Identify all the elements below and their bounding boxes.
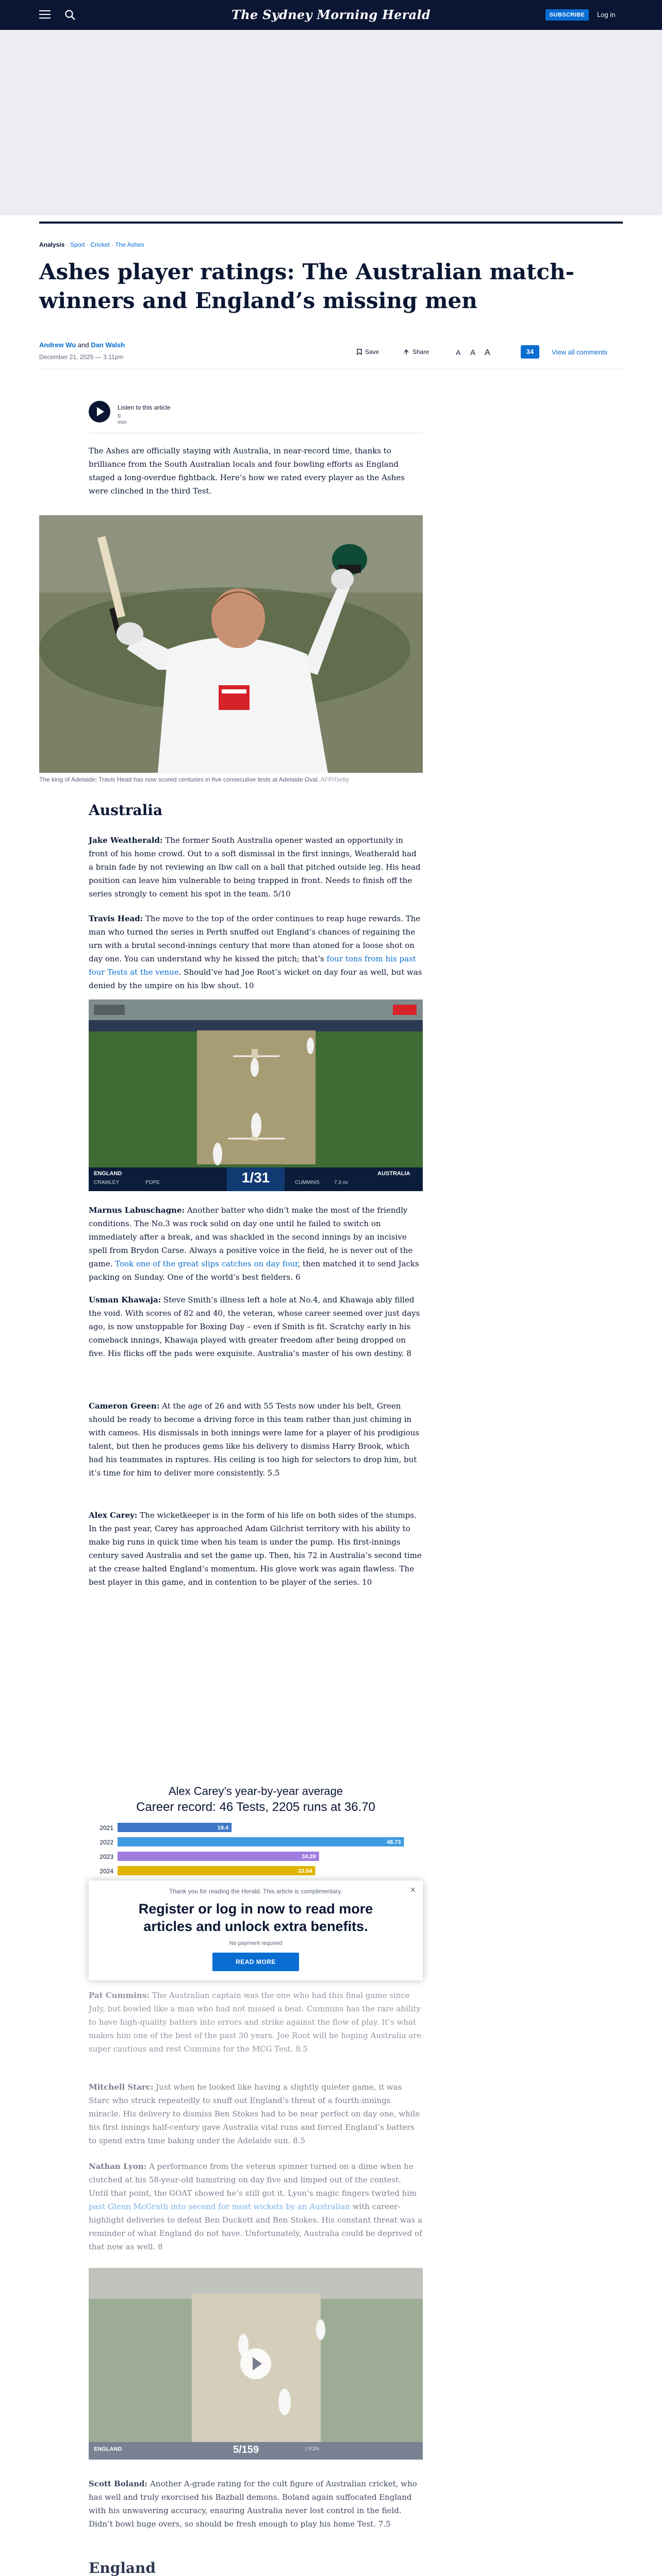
video-frame <box>89 999 423 1191</box>
top-navigation-bar <box>0 0 662 30</box>
player-rating-head <box>89 912 423 992</box>
save-label: Save <box>365 348 379 355</box>
scorebug-team2: AUSTRALIA <box>377 1171 410 1177</box>
section-heading-australia: Australia <box>89 802 163 819</box>
rating-text: Another batter who didn’t make the most of the friendly conditions. The No.3 was rock solid on day one until he failed to switch on immediately after a break, and was shackled in the second innings by an incisive spell from Brydon Carse. Always a positive voice in the field, he is never out of the game. <box>89 1206 413 1268</box>
register-paywall-card <box>89 1880 423 1980</box>
rating-text: , then matched it to send Jacks packing on Sunday. One of the world’s best fielders. 6 <box>89 1259 419 1282</box>
scorebug-team1: ENGLAND <box>94 1171 122 1177</box>
chart-category-label: 2022 <box>100 1839 113 1846</box>
rating-text: At the age of 26 and with 55 Tests now under his belt, Green should be ready to become a driving force in this team rather than just chiming in with cameos. His dismissals in both innings were lame for a player of his prodigious talent, but then he produces gems like his delivery to dismiss Harry Brook, which had his teammates in raptures. His ceiling is too high for selectors to drop him, but it’s time for him to deliver more consistently. 5.5 <box>89 1401 420 1478</box>
publish-date: December 21, 2025 — 3.11pm <box>39 353 124 361</box>
player-rating-weatherald <box>89 834 423 901</box>
share-icon <box>403 349 409 355</box>
paywall-pitch: Register or log in now to read more articles and unlock extra benefits. <box>138 1901 373 1934</box>
advertisement-slot <box>0 30 662 215</box>
share-label: Share <box>412 348 429 355</box>
hero-photo <box>39 515 423 773</box>
inline-link-head-tons[interactable]: four tons from his past four Tests at the venue <box>89 954 416 977</box>
share-button[interactable] <box>403 348 429 355</box>
breadcrumb-separator: · <box>109 241 115 248</box>
player-rating-khawaja <box>89 1293 423 1360</box>
player-name: Nathan Lyon: <box>89 2162 147 2171</box>
player-name: Usman Khawaja: <box>89 1295 161 1304</box>
inline-link-lyon-record[interactable]: past Glenn McGrath into second for most wickets by an Australian <box>89 2202 350 2211</box>
hero-caption-text: The king of Adelaide: Travis Head has now scored centuries in five consecutive tests at Adelaide Oval. <box>39 776 319 783</box>
chart-value-label: 48.73 <box>386 1839 401 1845</box>
paywall-note: No payment required <box>229 1940 283 1946</box>
breadcrumb <box>39 241 144 248</box>
login-link[interactable]: Log in <box>597 11 616 19</box>
chart-bar <box>118 1852 319 1861</box>
rating-text: The former South Australia opener wasted an opportunity in front of his home crowd. Out to a soft dismissal in the first innings, Weatherald had a brain fade by not reviewing an lbw call on a ball that pitched outside leg. His head position can leave him vulnerable to being trapped in front. Needs to finish off the series strongly to cement his spot in the team. 5/10 <box>89 836 421 899</box>
player-name: Alex Carey: <box>89 1511 138 1520</box>
audio-label: Listen to this article <box>118 404 171 411</box>
scorebug-score: 5/159 <box>233 2444 259 2455</box>
player-name: Mitchell Starc: <box>89 2082 154 2092</box>
font-size-medium-button[interactable]: A <box>470 348 476 357</box>
player-rating-cummins <box>89 1989 423 2056</box>
chart-value-label: 19.4 <box>217 1825 229 1831</box>
hero-image-travis-head <box>39 515 423 773</box>
player-rating-boland <box>89 2477 423 2531</box>
chart-value-label: 33.64 <box>297 1868 312 1874</box>
rating-text: Another A-grade rating for the cult figure of Australian cricket, who has well and truly exorcised his Bazball demons. Boland again suffocated England with his unwavering accuracy, ensuring Australia never lost control in the field. Didn’t bowl huge overs, so should be fresh enough to play his home Test. 7.5 <box>89 2479 417 2529</box>
byline-and: and <box>76 341 91 349</box>
chart-title: Alex Carey’s year-by-year average <box>168 1785 343 1798</box>
rating-text: The Australian captain was the one who had this final game since July, but bowled like a man who had not missed a beat. Cummins has the rare ability to have high-quality batters into errors and strike against the flow of play. It’s what makes him one of the best of the past 30 years. Joe Root will be hoping Australia are super cautious and rest Cummins for the MCG Test. 8.5 <box>89 1991 422 2054</box>
player-rating-lyon <box>89 2160 423 2253</box>
rating-text: with career-highlight deliveries to defeat Ben Duckett and Ben Stokes. His constant threat was a reminder of what England do not have. Unfortunately, Australia could be deprived of that now as well. 8 <box>89 2202 422 2251</box>
chart-category-label: 2021 <box>100 1824 113 1832</box>
player-name: Jake Weatherald: <box>89 836 163 845</box>
rating-text: The wicketkeeper is in the form of his life on both sides of the stumps. In the past year, Carey has approached Adam Gilchrist territory with his ability to make big runs in quick time when his team is under the pump. His first-innings century saved Australia and set the game up. Then, his 72 in Australia’s second time at the crease halted England’s momentum. His glove work was again flawless. The best player in this game, and in contention to be player of the series. 10 <box>89 1511 422 1587</box>
play-icon[interactable] <box>89 401 110 422</box>
player-rating-labuschagne <box>89 1204 423 1284</box>
view-comments-link[interactable]: View all comments <box>552 348 608 356</box>
header-rule <box>39 222 623 224</box>
chart-bar <box>118 1866 315 1875</box>
breadcrumb-separator: · <box>85 241 91 248</box>
comment-count-badge[interactable]: 34 <box>521 345 539 359</box>
rating-text: The move to the top of the order continues to reap huge rewards. The man who turned the series in Perth snuffed out England’s chances of regaining the urn with a brutal second-innings century that more than atoned for a loose shot on day one. You can understand why he kissed the pitch; that’s <box>89 914 421 963</box>
author-link[interactable]: Andrew Wu <box>39 341 76 349</box>
play-icon[interactable] <box>240 2348 271 2379</box>
chart-bar <box>118 1837 404 1846</box>
chart-bar <box>118 1823 231 1832</box>
rating-text: Steve Smith’s illness left a hole at No.4, and Khawaja ably filled the void. With scores of 82 and 40, the veteran, whose career seemed over just days ago, is now unstoppable for Boxing Day – even if Smith is fit. Scratchy early in his comeback innings, Khawaja played with greater freedom after being dropped on five. His flicks off the pads were exquisite. Australia’s master of his own destiny. 8 <box>89 1295 420 1358</box>
player-rating-starc <box>89 2080 423 2147</box>
video-highlight-lyon[interactable] <box>89 2268 423 2460</box>
close-icon[interactable]: × <box>410 1885 416 1895</box>
player-name: Pat Cummins: <box>89 1991 150 2000</box>
byline <box>39 341 125 349</box>
font-size-small-button[interactable]: A <box>456 348 461 357</box>
scorebug-bowler: CUMMINS <box>295 1180 320 1185</box>
scorebug-overs: 7.3 ov <box>334 1180 349 1185</box>
masthead-logo[interactable]: The Sydney Morning Herald <box>231 7 431 22</box>
author-link[interactable]: Dan Walsh <box>91 341 125 349</box>
article-headline: Ashes player ratings: The Australian match-winners and England’s missing men <box>39 259 575 313</box>
subscribe-button[interactable]: SUBSCRIBE <box>545 9 589 21</box>
rating-text: . Should’ve had Joe Root’s wicket on day four as well, but was denied by the umpire on his lbw shout. 10 <box>89 968 422 990</box>
read-more-button[interactable]: READ MORE <box>212 1953 299 1971</box>
rating-text: A performance from the veteran spinner turned on a dime when he clutched at his 58-year-old hamstring on day five and limped out of the contest. Until that point, the GOAT showed he’s still got it. Lyon’s magic fingers twirled him <box>89 2162 417 2198</box>
player-name: Marnus Labuschagne: <box>89 1206 185 1215</box>
breadcrumb-sport[interactable]: Sport <box>70 241 85 248</box>
paywall-thanks: Thank you for reading the Herald. This article is complimentary. <box>169 1888 342 1895</box>
scorebug-score: 1/31 <box>241 1170 270 1185</box>
audio-duration: 9 min <box>118 413 127 426</box>
breadcrumb-analysis: Analysis <box>39 241 65 248</box>
article-intro: The Ashes are officially staying with Australia, in near-record time, thanks to brilliance from the South Australian locals and four bowling efforts as England staged a long-overdue fightback. Here’s how we rated every player as the Ashes were clinched in the third Test. <box>89 446 405 496</box>
chart-subtitle: Career record: 46 Tests, 2205 runs at 36.70 <box>136 1800 375 1814</box>
chart-category-label: 2023 <box>100 1853 113 1860</box>
section-heading-england: England <box>89 2560 156 2576</box>
player-rating-carey <box>89 1509 423 1589</box>
hero-credit: AFP/Getty <box>320 776 349 783</box>
scorebug-batter1: CRAWLEY <box>94 1180 120 1185</box>
chart-value-label: 34.28 <box>302 1854 316 1860</box>
player-name: Scott Boland: <box>89 2479 148 2488</box>
player-name: Cameron Green: <box>89 1401 160 1411</box>
breadcrumb-ashes[interactable]: The Ashes <box>115 241 144 248</box>
scorebug-bowler: LYON <box>305 2446 319 2452</box>
save-button[interactable] <box>357 348 379 355</box>
video-highlight-crawley-pope[interactable] <box>89 999 423 1191</box>
inline-link-labuschagne-catch[interactable]: Took one of the great slips catches on day four <box>115 1259 298 1268</box>
chart-category-label: 2024 <box>100 1868 113 1875</box>
player-rating-green <box>89 1399 423 1480</box>
font-size-large-button[interactable]: A <box>485 348 490 357</box>
rating-text: Just when he looked like having a slightly quieter game, it was Starc who struck repeatedly to snuff out England’s threat of a fourth-innings miracle. His delivery to dismiss Ben Stokes had to be near perfect on day one, while his first innings half-century gave Australia vital runs and forced England’s batters to spend extra time baking under the Adelaide sun. 8.5 <box>89 2082 420 2145</box>
breadcrumb-cricket[interactable]: Cricket <box>90 241 110 248</box>
hero-caption <box>39 776 423 783</box>
scorebug-team1: ENGLAND <box>94 2446 122 2452</box>
scorebug-batter2: POPE <box>145 1180 160 1185</box>
player-name: Travis Head: <box>89 914 143 923</box>
breadcrumb-separator: · <box>64 241 71 248</box>
bookmark-icon <box>357 349 362 355</box>
